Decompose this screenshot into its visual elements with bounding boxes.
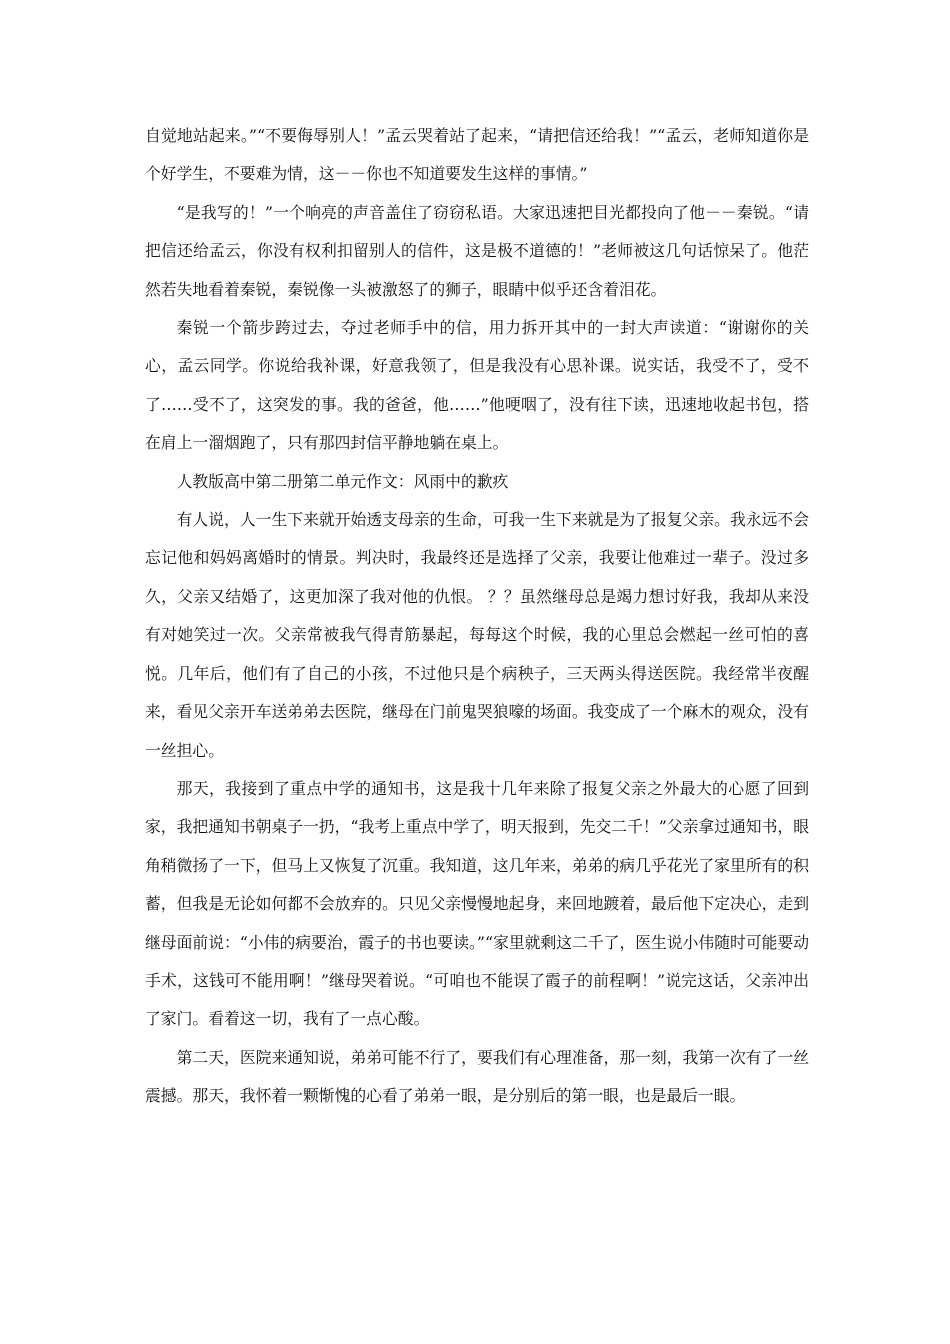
paragraph-1: 自觉地站起来。”“不要侮辱别人！”孟云哭着站了起来，“请把信还给我！”“孟云，老师知道你是个好学生，不要难为情，这－－你也不知道要发生这样的事情。”	[145, 126, 809, 184]
paragraph-6: 那天，我接到了重点中学的通知书，这是我十几年来除了报复父亲之外最大的心愿了回到家，我把通知书朝桌子一扔，“我考上重点中学了，明天报到，先交二千！”父亲拿过通知书，眼角稍微扬了一下，但马上又恢复了沉重。我知道，这几年来，弟弟的病几乎花光了家里所有的积蓄，但我是无论如何都不会放弃的。只见父亲慢慢地起身，来回地踱着，最后他下定决心，走到继母面前说：“小伟的病要治，霞子的书也要读。”“家里就剩这二千了，医生说小伟随时可能要动手术，这钱可不能用啊！”继母哭着说。“可咱也不能误了霞子的前程啊！”说完这话，父亲冲出了家门。看着这一切，我有了一点心酸。	[145, 778, 810, 1029]
paragraph-7: 第二天，医院来通知说，弟弟可能不行了，要我们有心理准备，那一刻，我第一次有了一丝震撼。那天，我怀着一颗惭愧的心看了弟弟一眼，是分别后的第一眼，也是最后一眼。	[145, 1047, 809, 1106]
document-body	[145, 117, 809, 1116]
section-heading: 人教版高中第二册第二单元作文：风雨中的歉疚	[176, 471, 509, 491]
paragraph-2: “是我写的！”一个响亮的声音盖住了窃窃私语。大家迅速把目光都投向了他－－秦锐。“请把信还给孟云，你没有权利扣留别人的信件，这是极不道德的！”老师被这几句话惊呆了。他茫然若失地看着秦锐，秦锐像一头被激怒了的狮子，眼睛中似乎还含着泪花。	[145, 202, 809, 299]
paragraph-5: 有人说，人一生下来就开始透支母亲的生命，可我一生下来就是为了报复父亲。我永远不会忘记他和妈妈离婚时的情景。判决时，我最终还是选择了父亲，我要让他难过一辈子。没过多久，父亲又结婚了，这更加深了我对他的仇恨。 ？？虽然继母总是竭力想讨好我，我却从来没有对她笑过一次。父亲常被我气得青筋暴起，每每这个时候，我的心里总会燃起一丝可怕的喜悦。几年后，他们有了自己的小孩，不过他只是个病秧子，三天两头得送医院。我经常半夜醒来，看见父亲开车送弟弟去医院，继母在门前鬼哭狼嚎的场面。我变成了一个麻木的观众，没有一丝担心。	[145, 510, 809, 760]
paragraph-3: 秦锐一个箭步跨过去，夺过老师手中的信，用力拆开其中的一封大声读道：“谢谢你的关心，孟云同学。你说给我补课，好意我领了，但是我没有心思补课。说实话，我受不了，受不了……受不了，这突发的事。我的爸爸，他……”他哽咽了，没有往下读，迅速地收起书包，搭在肩上一溜烟跑了，只有那四封信平静地躺在桌上。	[145, 318, 809, 453]
